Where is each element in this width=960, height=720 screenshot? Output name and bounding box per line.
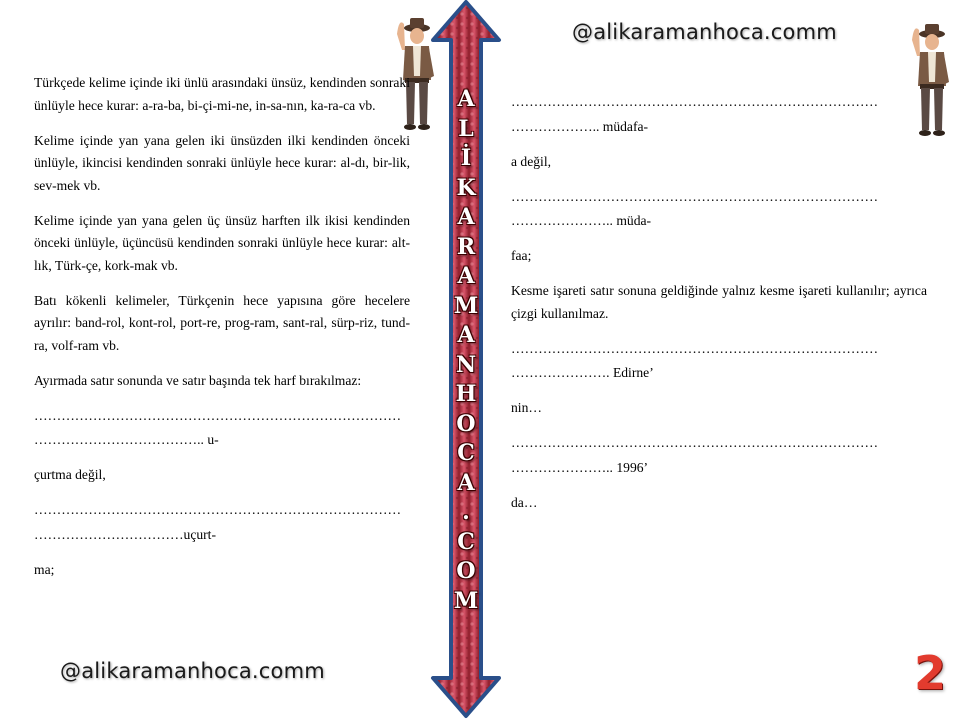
paragraph-two-consonant-rule: Kelime içinde yan yana gelen iki ünsüzden ilki kendinden önceki ünlüyle, ikincisi kendinden sonraki ünlüyle hece kurar: al-dı, bir-lik, sev-mek vb.	[34, 132, 410, 193]
example-line: ………………….. müda-	[511, 213, 652, 228]
paragraph-single-letter-rule: Ayırmada satır sonunda ve satır başında tek harf bırakılmaz:	[34, 372, 362, 388]
example-line: ……………………………uçurt-	[34, 526, 216, 542]
example-line: faa;	[511, 248, 532, 263]
vertical-letter: A	[457, 469, 475, 496]
vertical-letter: N	[455, 351, 477, 378]
dotted-line: ………………………………………………………………………	[511, 435, 879, 450]
dotted-line: ………………………………………………………………………	[34, 407, 402, 423]
vertical-letter: M	[453, 587, 479, 614]
paragraph-foreign-words-rule: Batı kökenli kelimeler, Türkçenin hece yapısına göre hecelere ayrılır: band-rol, kont-rol, port-re, prog-ram, sant-ral, sürp-riz, tund-ra, volf-ram vb.	[34, 292, 410, 353]
vertical-letter: İ	[460, 145, 472, 171]
page-number: 2	[914, 646, 947, 700]
dotted-line: ………………………………………………………………………	[511, 340, 879, 356]
paragraph-apostrophe-rule: Kesme işareti satır sonuna geldiğinde yalnız kesme işareti kullanılır; ayrıca çizgi kullanılmaz.	[511, 283, 927, 321]
vertical-letter: A	[457, 86, 475, 112]
vertical-letter: R	[456, 233, 476, 260]
vertical-letter: A	[457, 263, 475, 289]
watermark-bottom: @alikaramanhoca.comm	[60, 659, 325, 683]
left-text-column	[34, 72, 410, 594]
example-line: ma;	[34, 561, 55, 577]
vertical-letter: L	[458, 115, 474, 142]
vertical-letter: O	[456, 558, 476, 584]
vertical-letter: A	[457, 322, 475, 348]
vertical-letter: C	[457, 440, 475, 466]
vertical-letter: C	[457, 528, 475, 555]
vertical-letter: K	[456, 174, 476, 201]
example-line: ……………………………….. u-	[34, 432, 219, 447]
example-line: …………………. Edirne’	[511, 365, 654, 380]
example-line: çurtma değil,	[34, 467, 106, 482]
example-line: ………………….. 1996’	[511, 459, 649, 475]
dotted-line: ………………………………………………………………………	[34, 502, 402, 517]
vertical-letter: O	[456, 410, 476, 437]
paragraph-three-consonant-rule: Kelime içinde yan yana gelen üç ünsüz harften ilk ikisi kendinden önceki ünlüyle, üçüncüsü kendinden sonraki ünlüyle hece kurar: alt-lık, Türk-çe, kork-mak vb.	[34, 212, 410, 273]
example-line: da…	[511, 494, 538, 510]
dotted-line: ………………………………………………………………………	[511, 188, 879, 204]
example-line: ……………….. müdafa-	[511, 118, 649, 134]
example-line: a değil,	[511, 153, 552, 169]
vertical-letter: .	[462, 499, 470, 525]
vertical-letter: M	[453, 292, 479, 319]
right-text-column	[511, 91, 927, 527]
vertical-letter: H	[455, 381, 477, 407]
vertical-letter: A	[457, 204, 475, 230]
watermark-top: @alikaramanhoca.comm	[572, 20, 837, 44]
dotted-line: ………………………………………………………………………	[511, 94, 879, 109]
example-line: nin…	[511, 400, 542, 415]
paragraph-vowel-rule: Türkçede kelime içinde iki ünlü arasındaki ünsüz, kendinden sonraki ünlüyle hece kurar: a-ra-ba, bi-çi-mi-ne, in-sa-nın, ka-ra-ca vb.	[34, 75, 410, 113]
